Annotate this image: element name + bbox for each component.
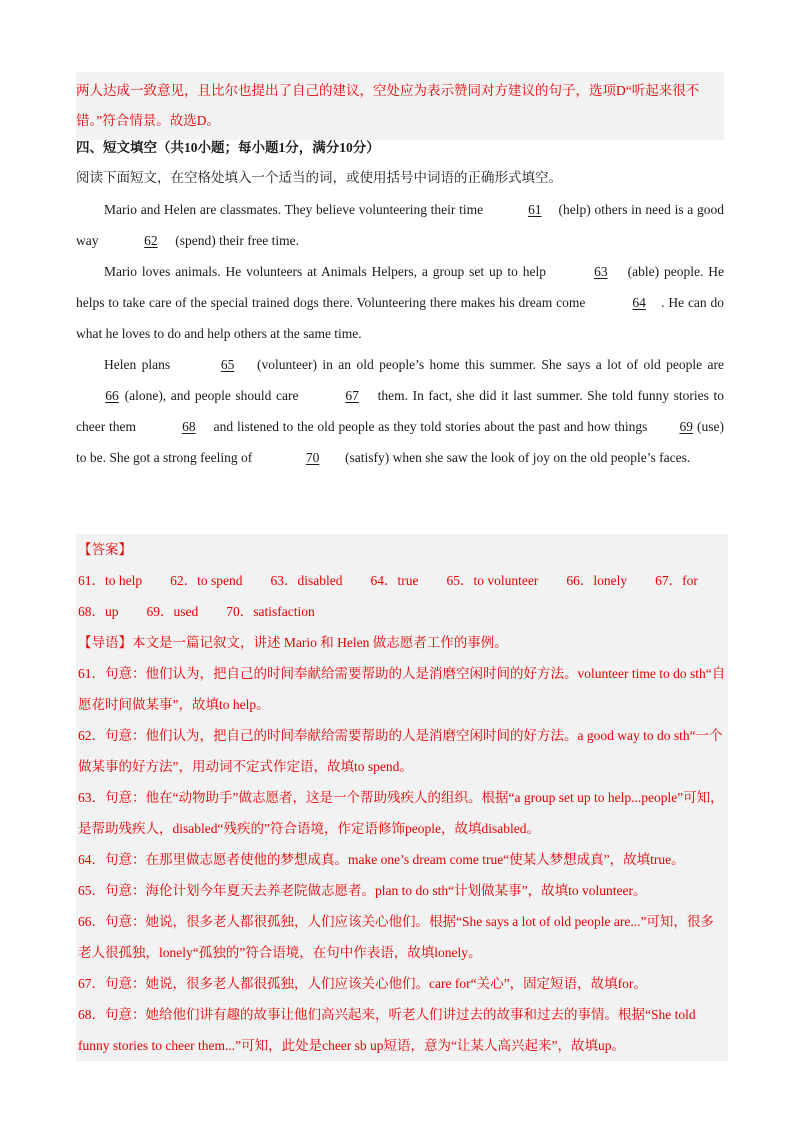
answer-section — [76, 534, 728, 1061]
explanation-65: 65．句意：海伦计划今年夏天去养老院做志愿者。plan to do sth“计划做某事”，故填to volunteer。 — [78, 883, 647, 898]
answer-70: 70．satisfaction — [226, 604, 315, 619]
passage-text: (able) people. He helps to take care of the special trained dogs there. Volunteering there makes his dream come — [76, 264, 724, 310]
answer-62: 62．to spend — [170, 573, 243, 588]
passage-text: (alone), and people should care — [120, 388, 304, 403]
paragraph-2 — [76, 256, 724, 349]
explanation-67: 67．句意：她说，很多老人都很孤独，人们应该关心他们。care for“关心”，固定短语，故填for。 — [78, 976, 647, 991]
blank-61: 61 — [528, 202, 542, 217]
answer-64: 64．true — [370, 573, 419, 588]
blank-66: 66 — [105, 388, 119, 403]
passage-text: them. In fact, she did it last summer. She told funny stories to cheer them — [76, 388, 724, 434]
explanation-61: 61．句意：他们认为，把自己的时间奉献给需要帮助的人是消磨空闲时间的好方法。volunteer time to do sth“自愿花时间做某事”，故填to help。 — [78, 666, 726, 712]
passage-text: Mario and Helen are classmates. They believe volunteering their time — [104, 202, 487, 217]
blank-68: 68 — [182, 419, 196, 434]
explanation-66: 66．句意：她说，很多老人都很孤独，人们应该关心他们。根据“She says a lot of old people are...”可知，很多老人很孤独，lonely“孤独的”符合语境，在句中作表语，故填lonely。 — [78, 914, 714, 960]
guide-text: 【导语】本文是一篇记叙文，讲述 Mario 和 Helen 做志愿者工作的事例。 — [78, 635, 508, 650]
passage-text: (use) to be. She got a strong feeling of — [76, 419, 724, 465]
blank-69: 69 — [679, 419, 693, 434]
answer-63: 63．disabled — [270, 573, 343, 588]
answer-label: 【答案】 — [78, 542, 132, 557]
explanation-68: 68．句意：她给他们讲有趣的故事让他们高兴起来，听老人们讲过去的故事和过去的事情。根据“She told funny stories to cheer them...”可知，此处是cheer sb up短语，意为“让某人高兴起来”，故填up。 — [78, 1007, 696, 1053]
passage-text: (volunteer) in an old people’s home this summer. She says a lot of old people are — [251, 357, 724, 372]
answer-67: 67．for — [655, 573, 698, 588]
blank-70: 70 — [305, 450, 320, 465]
section-title: 四、短文填空（共10小题；每小题1分，满分10分） — [76, 140, 380, 155]
passage-text: (help) others in need is a good way — [76, 202, 724, 248]
passage — [76, 194, 724, 473]
passage-text: Helen plans — [104, 357, 176, 372]
answer-65: 65．to volunteer — [446, 573, 539, 588]
answer-list — [78, 565, 726, 627]
blank-67: 67 — [345, 388, 359, 403]
explanation-63: 63．句意：他在“动物助手”做志愿者，这是一个帮助残疾人的组织。根据“a group set up to help...people”可知，是帮助残疾人，disabled“残疾的”符合语境，作定语修饰people，故填disabled。 — [78, 790, 724, 836]
blank-65: 65 — [220, 357, 235, 372]
paragraph-1 — [76, 194, 724, 256]
blank-63: 63 — [594, 264, 608, 279]
previous-explanation-note: 两人达成一致意见，且比尔也提出了自己的建议，空处应为表示赞同对方建议的句子，选项D“听起来很不错。”符合情景。故选D。 — [76, 72, 724, 140]
answer-69: 69．used — [146, 604, 199, 619]
explanation-62: 62．句意：他们认为，把自己的时间奉献给需要帮助的人是消磨空闲时间的好方法。a good way to do sth“一个做某事的好方法”，用动词不定式作定语，故填to spend。 — [78, 728, 723, 774]
passage-text: (spend) their free time. — [171, 233, 299, 248]
answer-61: 61．to help — [78, 573, 143, 588]
passage-text: (satisfy) when she saw the look of joy on the old people’s faces. — [341, 450, 691, 465]
blank-64: 64 — [632, 295, 646, 310]
answer-66: 66．lonely — [566, 573, 628, 588]
instruction: 阅读下面短文，在空格处填入一个适当的词，或使用括号中词语的正确形式填空。 — [76, 170, 562, 185]
passage-text: Mario loves animals. He volunteers at Animals Helpers, a group set up to help — [104, 264, 551, 279]
blank-62: 62 — [144, 233, 158, 248]
passage-text: and listened to the old people as they told stories about the past and how things — [209, 419, 652, 434]
answer-68: 68．up — [78, 604, 119, 619]
paragraph-3 — [76, 349, 724, 473]
passage-text: . He can do what he loves to do and help others at the same time. — [76, 295, 724, 341]
explanation-64: 64．句意：在那里做志愿者使他的梦想成真。make one’s dream come true“使某人梦想成真”，故填true。 — [78, 852, 685, 867]
